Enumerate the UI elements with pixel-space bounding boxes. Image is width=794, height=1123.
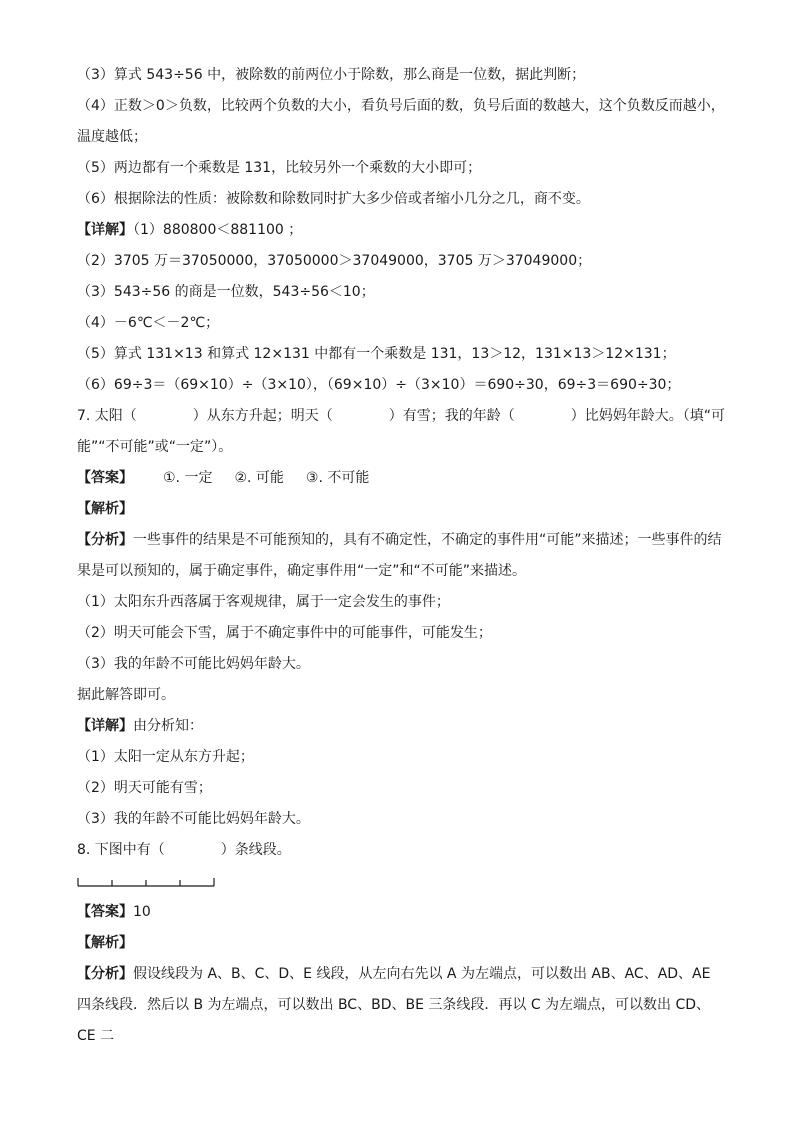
q8-analysis: [77, 959, 727, 1044]
q7-detail: [77, 711, 727, 742]
q7-jiexi-tag: 【解析】: [77, 501, 133, 517]
q7-detail-text: 由分析知：: [133, 718, 203, 734]
q7-analysis-line-2: （2）明天可能会下雪，属于不确定事件中的可能事件，可能发生；: [77, 625, 492, 641]
q6-detail-line-2: （2）3705 万＝37050000，37050000＞37049000，3705 万＞37049000；: [77, 253, 592, 269]
document-page: [77, 60, 727, 1044]
q7-analysis-text: 一些事件的结果是不可能预知的，具有不确定性，不确定的事件用“可能”来描述；一些事件的结果是可以预知的，属于确定事件，确定事件用“一定”和“不可能”来描述。: [77, 532, 722, 579]
q8-answer: [77, 897, 727, 928]
q7-analysis: [77, 525, 727, 587]
q7-answer-tag: 【答案】: [77, 470, 133, 486]
q7-analysis-conclusion: 据此解答即可。: [77, 687, 175, 703]
q6-analysis-line-6: （6）根据除法的性质：被除数和除数同时扩大多少倍或者缩小几分之几，商不变。: [77, 191, 590, 207]
q8-analysis-tag: 【分析】: [77, 966, 133, 982]
q7-analysis-line-3: （3）我的年龄不可能比妈妈年龄大。: [77, 656, 310, 672]
q6-detail-text-1: （1）880800＜881100 ；: [133, 222, 303, 238]
q7-answer-3: ③. 不可能: [305, 470, 370, 486]
q7-answer-1: ①. 一定: [163, 470, 213, 486]
q6-analysis-line-4: （4）正数＞0＞负数，比较两个负数的大小，看负号后面的数，负号后面的数越大，这个负数反而越小，温度越低；: [77, 98, 725, 145]
q6-detail-line-5: （5）算式 131×13 和算式 12×131 中都有一个乘数是 131，13＞12，131×13＞12×131；: [77, 346, 676, 362]
q7-question: 7. 太阳（ ）从东方升起；明天（ ）有雪；我的年龄（ ）比妈妈年龄大。（填“可能”“不可能”或“一定”）。: [77, 408, 726, 455]
q7-detail-line-1: （1）太阳一定从东方升起；: [77, 749, 254, 765]
q6-detail-line-3: （3）543÷56 的商是一位数，543÷56＜10；: [77, 284, 375, 300]
q7-analysis-tag: 【分析】: [77, 532, 133, 548]
q8-answer-tag: 【答案】: [77, 904, 133, 920]
q7-detail-tag: 【详解】: [77, 718, 133, 734]
q7-detail-line-3: （3）我的年龄不可能比妈妈年龄大。: [77, 811, 310, 827]
q6-detail-tag: 【详解】: [77, 222, 133, 238]
q7-detail-line-2: （2）明天可能有雪；: [77, 780, 212, 796]
q6-detail-line-4: （4）－6℃＜－2℃；: [77, 315, 220, 331]
q7-answer-2: ②. 可能: [234, 470, 284, 486]
q7-answer: [77, 463, 727, 494]
q8-analysis-text: 假设线段为 A、B、C、D、E 线段，从左向右先以 A 为左端点，可以数出 AB、AC、AD、AE 四条线段．然后以 B 为左端点，可以数出 BC、BD、BE 三条线段．再以 C 为左端点，可以数出 CD、CE 二: [77, 966, 711, 1044]
q6-detail-first: [77, 215, 727, 246]
line-segment-diagram: [77, 876, 227, 888]
q6-analysis-line-3: （3）算式 543÷56 中，被除数的前两位小于除数，那么商是一位数，据此判断；: [77, 67, 586, 83]
q8-answer-value: 10: [133, 904, 151, 920]
q6-detail-line-6: （6）69÷3＝（69×10）÷（3×10），（69×10）÷（3×10）＝690÷30，69÷3＝690÷30；: [77, 377, 681, 393]
q8-question: 8. 下图中有（ ）条线段。: [77, 842, 291, 858]
q8-jiexi-tag: 【解析】: [77, 935, 133, 951]
q7-analysis-line-1: （1）太阳东升西落属于客观规律，属于一定会发生的事件；: [77, 594, 450, 610]
q8-segment-figure: [77, 866, 727, 897]
q6-analysis-line-5: （5）两边都有一个乘数是 131，比较另外一个乘数的大小即可；: [77, 160, 482, 176]
